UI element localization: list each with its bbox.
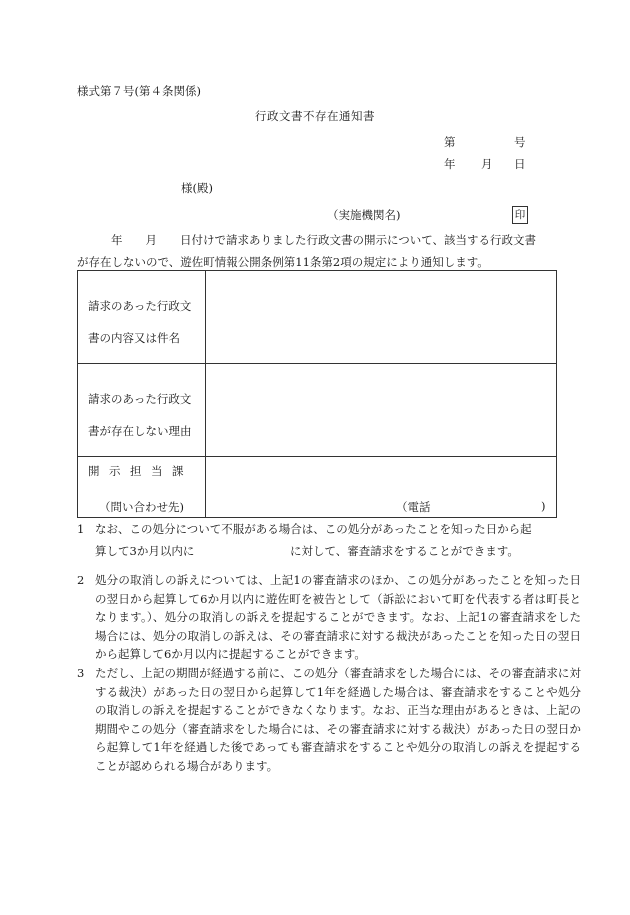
date-day-label: 日 <box>514 157 526 171</box>
intro-line-2: が存在しないので、遊佐町情報公開条例第11条第2項の規定により通知します。 <box>77 255 489 269</box>
addressee-honorific: 様(殿) <box>181 181 213 195</box>
note-1-number: 1 <box>77 522 85 536</box>
nonexistence-reason-label-cell <box>78 364 206 457</box>
note-3-text: ただし、上記の期間が経過する前に、この処分（審査請求をした場合には、その審査請求に対する裁決）があった日の翌日から起算して1年を経過した場合は、審査請求をすることや処分の取消しの訴えを提起することができなくなります。なお、正当な理由があるときは、上記の期間やこの処分（審査請求をした場合には、その審査請求に対する裁決）があった日の翌日から起算して1年を経過した後であっても審査請求をすることや処分の取消しの訴えを提起することが認められる場合があります。 <box>95 666 581 773</box>
form-number: 様式第７号(第４条関係) <box>77 84 201 98</box>
table-row <box>78 457 557 518</box>
note-2-text: 処分の取消しの訴えについては、上記1の審査請求のほか、この処分があったことを知った日の翌日から起算して6か月以内に遊佐町を被告として（訴訟において町を代表する者は町長となります。）、処分の取消しの訴えを提起することができます。なお、上記1の審査請求をした場合には、処分の取消しの訴えは、その審査請求に対する裁決があったことを知った日の翌日から起算して6か月以内に提起することができます。 <box>95 573 581 661</box>
contact-department-label-cell <box>78 457 206 518</box>
seal-box: 印 <box>512 206 528 224</box>
document-number-prefix: 第 <box>444 135 456 149</box>
table-row <box>78 271 557 364</box>
note-2-number: 2 <box>77 573 85 587</box>
date-month-label: 月 <box>481 157 493 171</box>
requested-document-value[interactable] <box>206 271 557 364</box>
requested-document-label-cell <box>78 271 206 364</box>
nonexistence-reason-label: 請求のあった行政文書が存在しない理由 <box>88 392 192 438</box>
telephone-label: （電話 <box>396 500 431 514</box>
note-3-number: 3 <box>77 666 85 680</box>
telephone-close-paren: ) <box>541 499 546 513</box>
contact-department-label: 開示担当課 <box>88 464 193 478</box>
nonexistence-reason-value[interactable] <box>206 364 557 457</box>
contact-department-value[interactable] <box>206 457 557 518</box>
note-1-line-1: なお、この処分について不服がある場合は、この処分があったことを知った日から起 <box>95 522 532 536</box>
notice-table <box>77 270 557 518</box>
note-1-line-2-continued: に対して、審査請求をすることができます。 <box>290 544 519 558</box>
intro-line-1: 年 月 日付けで請求ありました行政文書の開示について、該当する行政文書 <box>111 233 537 247</box>
note-1-line-2: 算して3か月以内に <box>95 544 195 558</box>
document-number-suffix: 号 <box>514 135 526 149</box>
agency-name-label: （実施機関名) <box>327 208 401 222</box>
date-year-label: 年 <box>444 157 456 171</box>
document-title: 行政文書不存在通知書 <box>255 109 375 123</box>
inquiry-label: （問い合わせ先) <box>99 500 184 514</box>
table-row <box>78 364 557 457</box>
requested-document-label: 請求のあった行政文書の内容又は件名 <box>88 299 192 345</box>
